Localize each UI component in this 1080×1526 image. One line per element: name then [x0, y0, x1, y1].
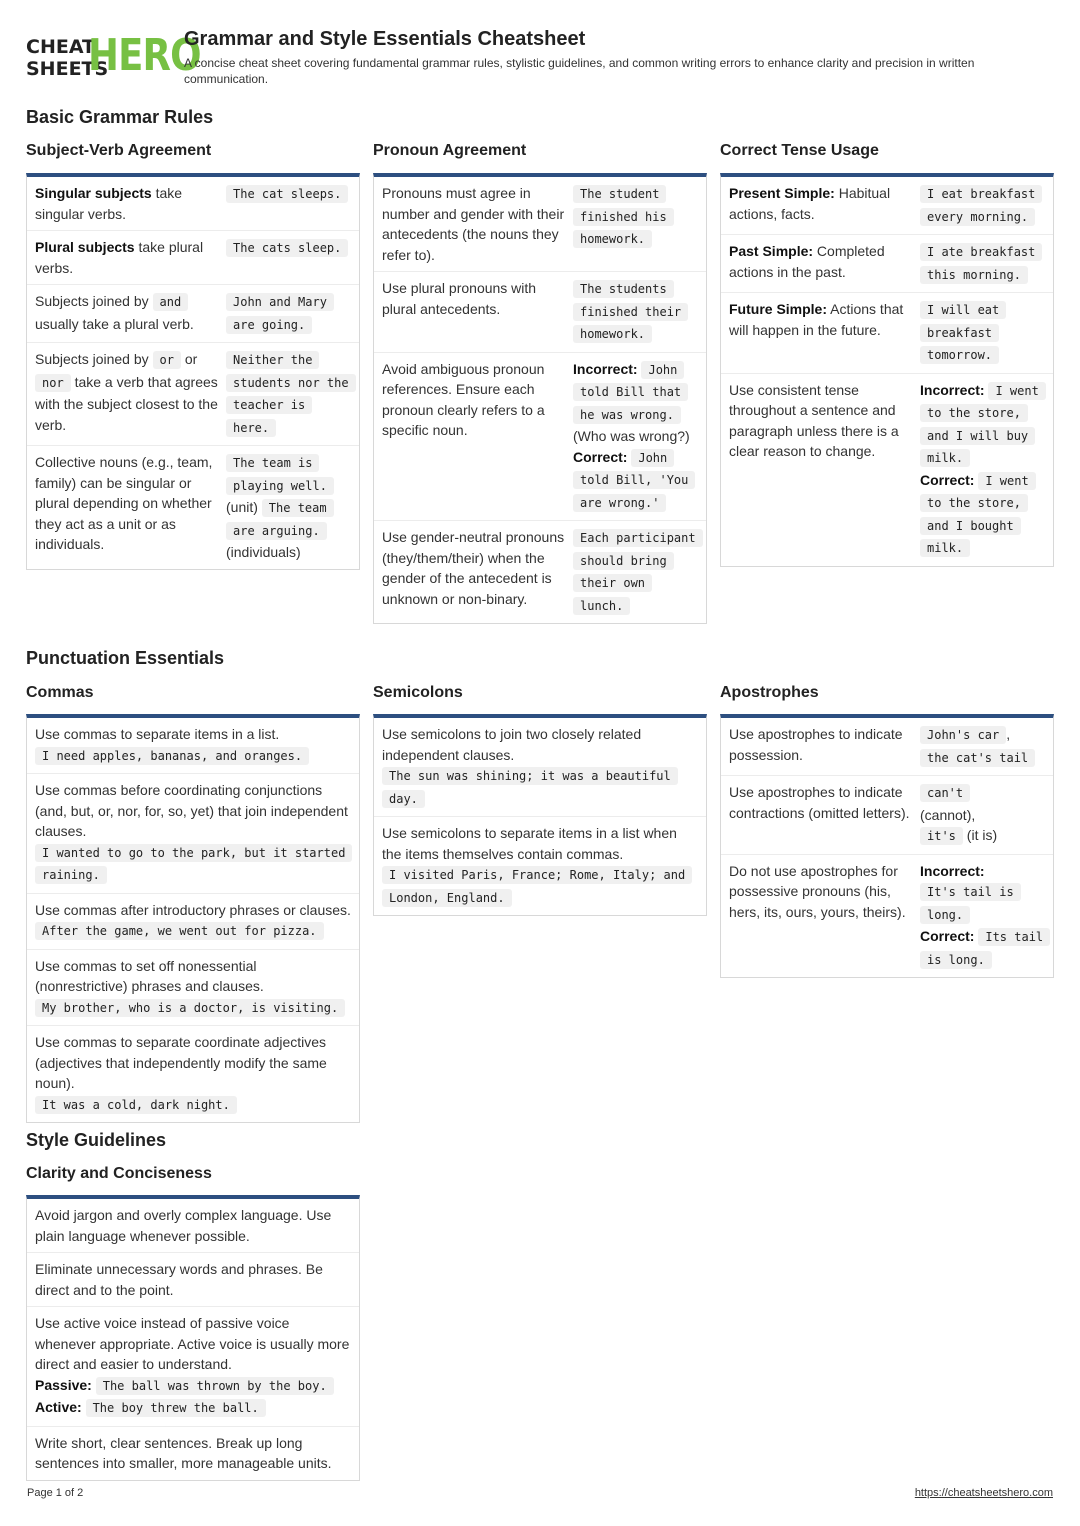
- table-row: Use consistent tense throughout a sentence and paragraph unless there is a clear reason to change. Incorrect: I went to the store, and I will buy milk. Correct: I went to the store, and I bought milk.: [721, 374, 1053, 566]
- table-row: Past Simple: Completed actions in the past. I ate breakfast this morning.: [721, 235, 1053, 293]
- code-example: I ate breakfast this morning.: [920, 243, 1042, 284]
- table-row: Use plural pronouns with plural antecedents. The students finished their homework.: [374, 272, 706, 353]
- code-example: The cats sleep.: [226, 239, 348, 257]
- table-row: Write short, clear sentences. Break up long sentences into smaller, more manageable units.: [35, 1434, 332, 1471]
- code-example: I will eat breakfast tomorrow.: [920, 301, 1006, 364]
- code-example: I eat breakfast every morning.: [920, 185, 1042, 226]
- code-example: My brother, who is a doctor, is visiting.: [35, 999, 345, 1017]
- section-basic-grammar: Basic Grammar Rules: [26, 107, 214, 127]
- table-row: Future Simple: Actions that will happen in the future. I will eat breakfast tomorrow.: [721, 293, 1053, 374]
- code-example: The cat sleeps.: [226, 185, 348, 203]
- subtitle-commas: Commas: [26, 684, 94, 701]
- page-number: Page 1 of 2: [27, 1487, 84, 1499]
- code-example: The student finished his homework.: [573, 185, 674, 248]
- subtitle-pronoun: Pronoun Agreement: [373, 142, 527, 159]
- table-row: Use semicolons to separate items in a list when the items themselves contain commas. I visited Paris, France; Rome, Italy; and London, England.: [374, 817, 706, 915]
- code-example: Each participant should bring their own lunch.: [573, 529, 703, 615]
- site-link[interactable]: https://cheatsheetshero.com: [914, 1487, 1053, 1499]
- page-title: Grammar and Style Essentials Cheatsheet: [184, 28, 586, 50]
- table-row: Use commas before coordinating conjunctions (and, but, or, nor, for, so, yet) that join independent clauses. I wanted to go to the park, but it started raining.: [27, 774, 359, 894]
- table-row: Subjects joined by and usually take a plural verb. John and Mary are going.: [27, 285, 359, 343]
- code-example: I wanted to go to the park, but it started raining.: [35, 844, 352, 885]
- section-punctuation: Punctuation Essentials: [26, 648, 225, 668]
- code-example: The students finished their homework.: [573, 280, 688, 343]
- section-style: Style Guidelines: [26, 1130, 167, 1150]
- table-row: Plural subjects take plural verbs. The cats sleep.: [27, 231, 359, 285]
- table-row: Pronouns must agree in number and gender with their antecedents (the nouns they refer to). The student finished his homework.: [374, 177, 706, 272]
- table-row: Use apostrophes to indicate contractions (omitted letters). can't (cannot), it's (it is): [721, 776, 1053, 855]
- code-example: The sun was shining; it was a beautiful day.: [382, 767, 678, 808]
- table-row: Use commas to separate coordinate adjectives (adjectives that independently modify the same noun). It was a cold, dark night.: [35, 1034, 327, 1112]
- table-row: Avoid jargon and overly complex language. Use plain language whenever possible.: [27, 1199, 359, 1253]
- card-clarity: [26, 1195, 360, 1481]
- code-example: Neither the students nor the teacher is here.: [226, 351, 356, 437]
- logo-text: CHEAT SHEETS: [26, 36, 109, 80]
- table-row: Use semicolons to join two closely related independent clauses. The sun was shining; it was a beautiful day.: [374, 718, 706, 817]
- code-example: I visited Paris, France; Rome, Italy; and London, England.: [382, 866, 692, 907]
- table-row: Collective nouns (e.g., team, family) can be singular or plural depending on whether they act as a unit or as individuals. The team is playing well. (unit) The team are arguing. (individuals): [27, 446, 359, 569]
- subtitle-clarity: Clarity and Conciseness: [26, 1165, 212, 1182]
- card-pronoun: [373, 173, 707, 624]
- card-commas: [26, 714, 360, 1123]
- code-example: John and Mary are going.: [226, 293, 334, 334]
- card-tense: [720, 173, 1054, 567]
- table-row: Singular subjects take singular verbs. The cat sleeps.: [27, 177, 359, 231]
- table-row: Present Simple: Habitual actions, facts. I eat breakfast every morning.: [721, 177, 1053, 235]
- table-row: Eliminate unnecessary words and phrases. Be direct and to the point.: [27, 1253, 359, 1307]
- table-row: Use commas after introductory phrases or clauses. After the game, we went out for pizza.: [27, 894, 359, 950]
- card-apostrophes: [720, 714, 1054, 978]
- subtitle-semicolons: Semicolons: [373, 684, 463, 701]
- cheatsheetshero-logo: [26, 30, 201, 81]
- subtitle-subject-verb: Subject-Verb Agreement: [26, 142, 212, 159]
- card-subject-verb: [26, 173, 360, 570]
- code-example: I need apples, bananas, and oranges.: [35, 747, 309, 765]
- subtitle-tense: Correct Tense Usage: [720, 142, 879, 159]
- table-row: Use active voice instead of passive voice whenever appropriate. Active voice is usually more direct and easier to understand. Passive: The ball was thrown by the boy. Active: The boy threw the ball.: [27, 1307, 359, 1427]
- logo-hero: HERO: [88, 30, 201, 81]
- table-row: Use commas to set off nonessential (nonrestrictive) phrases and clauses. My brother, who is a doctor, is visiting.: [27, 950, 359, 1027]
- code-example: It was a cold, dark night.: [35, 1096, 237, 1114]
- table-row: Use commas to separate items in a list. I need apples, bananas, and oranges.: [27, 718, 359, 774]
- subtitle-apostrophes: Apostrophes: [720, 684, 819, 701]
- table-row: Subjects joined by or or nor take a verb that agrees with the subject closest to the verb. Neither the students nor the teacher is here.: [27, 343, 359, 446]
- table-row: Avoid ambiguous pronoun references. Ensure each pronoun clearly refers to a specific noun. Incorrect: John told Bill that he was wrong. (Who was wrong?) Correct: John told Bill, 'You are wrong.': [374, 353, 706, 522]
- table-row: Use apostrophes to indicate possession. John's car , the cat's tail: [721, 718, 1053, 776]
- code-example: After the game, we went out for pizza.: [35, 922, 324, 940]
- table-row: Do not use apostrophes for possessive pronouns (his, hers, its, ours, yours, theirs). Incorrect: It's tail is long. Correct: Its tail is long.: [721, 855, 1053, 978]
- page-subtitle: A concise cheat sheet covering fundamental grammar rules, stylistic guidelines, and common writing errors to enhance clarity and precision in written communication.: [184, 56, 975, 86]
- table-row: Use gender-neutral pronouns (they/them/their) when the gender of the antecedent is unknown or non-binary. Each participant should bring their own lunch.: [374, 521, 706, 623]
- card-semicolons: [373, 714, 707, 916]
